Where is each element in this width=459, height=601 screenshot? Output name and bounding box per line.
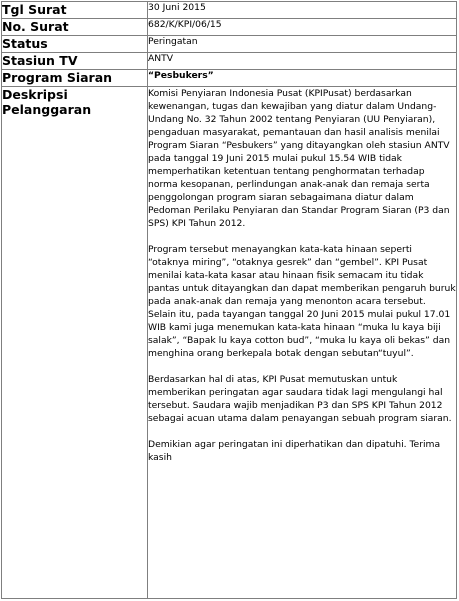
letter-summary-table xyxy=(1,1,457,599)
description-paragraph-1: Komisi Penyiaran Indonesia Pusat (KPIPusat) berdasarkan kewenangan, tugas dan kewajiban yang diatur dalam Undang-Undang No. 32 Tahun 2002 tentang Penyiaran (UU Penyiaran), pengaduan masyarakat, pemantauan dan hasil analisis menilai Program Siaran “Pesbukers” yang ditayangkan oleh stasiun ANTV pada tanggal 19 Juni 2015 mulai pukul 15.54 WIB tidak memperhatikan ketentuan tentang penghormatan terhadap norma kesopanan, perlindungan anak-anak dan remaja serta penggolongan program siaran sebagaimana diatur dalam Pedoman Perilaku Penyiaran dan Standar Program Siaran (P3 dan SPS) KPI Tahun 2012. xyxy=(148,88,450,229)
description-paragraph-4: Demikian agar peringatan ini diperhatikan dan dipatuhi. Terima kasih xyxy=(148,439,441,463)
label-program-siaran: Program Siaran xyxy=(2,70,148,87)
label-no-surat: No. Surat xyxy=(2,19,148,36)
label-status: Status xyxy=(2,36,148,53)
row-program-siaran xyxy=(2,70,457,87)
description-paragraph-2: Program tersebut menayangkan kata-kata hinaan seperti “otaknya miring”, “otaknya gesrek” dan “gembel”. KPI Pusat menilai kata-kata kasar atau hinaan fisik semacam itu tidak pantas untuk ditayangkan dan dapat memberikan pengaruh buruk pada anak-anak dan remaja yang menonton acara tersebut. Selain itu, pada tayangan tanggal 20 Juni 2015 mulai pukul 17.01 WIB kami juga menemukan kata-kata hinaan “muka lu kaya biji salak”, “Bapak lu kaya cotton bud”, “muka lu kaya oli bekas” dan menghina orang berkepala botak dengan sebutan“tuyul”. xyxy=(148,244,456,359)
value-program-siaran: “Pesbukers” xyxy=(148,70,457,87)
row-deskripsi xyxy=(2,87,457,599)
row-status xyxy=(2,36,457,53)
value-status: Peringatan xyxy=(148,36,457,53)
label-stasiun-tv: Stasiun TV xyxy=(2,53,148,70)
row-stasiun-tv xyxy=(2,53,457,70)
value-no-surat: 682/K/KPI/06/15 xyxy=(148,19,457,36)
description-paragraph-3: Berdasarkan hal di atas, KPI Pusat memutuskan untuk memberikan peringatan agar saudara tidak lagi mengulangi hal tersebut. Saudara wajib menjadikan P3 dan SPS KPI Tahun 2012 sebagai acuan utama dalam penayangan sebuah program siaran. xyxy=(148,374,452,424)
row-no-surat xyxy=(2,19,457,36)
description-body xyxy=(148,87,457,599)
row-tgl-surat xyxy=(2,2,457,19)
value-tgl-surat: 30 Juni 2015 xyxy=(148,2,457,19)
label-tgl-surat: Tgl Surat xyxy=(2,2,148,19)
label-deskripsi-pelanggaran: Deskripsi Pelanggaran xyxy=(2,87,148,599)
value-stasiun-tv: ANTV xyxy=(148,53,457,70)
